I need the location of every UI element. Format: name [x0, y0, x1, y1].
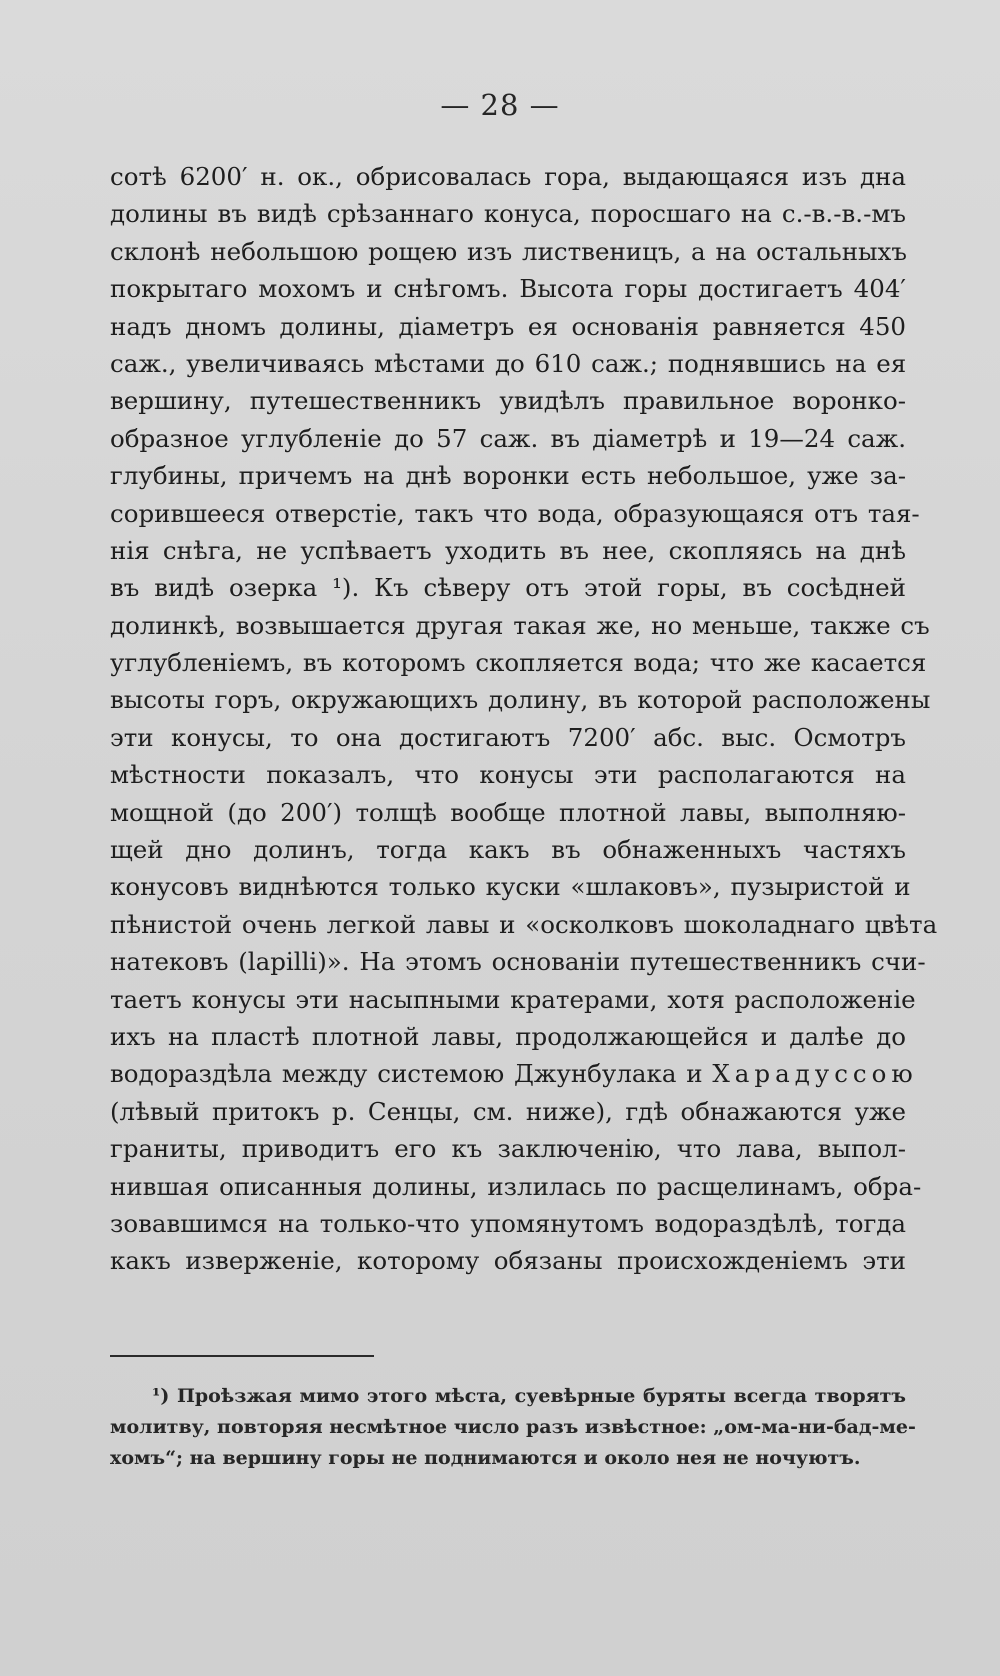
text-line: натековъ (lapilli)». На этомъ основаніи путешественникъ счи-	[110, 947, 926, 977]
text-line-with-spaced-name	[110, 1055, 918, 1092]
text-line: щей дно долинъ, тогда какъ въ обнаженныхъ частяхъ	[110, 835, 906, 865]
text-line: въ видѣ озерка ¹). Къ сѣверу отъ этой горы, въ сосѣдней	[110, 573, 906, 603]
text-line: мощной (до 200′) толщѣ вообще плотной лавы, выполняю-	[110, 797, 906, 827]
text-line: вершину, путешественникъ увидѣлъ правильное воронко-	[110, 386, 906, 416]
text-line: конусовъ виднѣются только куски «шлаковъ», пузыристой и	[110, 872, 911, 902]
text-line: надъ дномъ долины, діаметръ ея основанія равняется 450	[110, 311, 906, 341]
text-line: саж., увеличиваясь мѣстами до 610 саж.; поднявшись на ея	[110, 348, 907, 378]
text-line: зовавшимся на только-что упомянутомъ водораздѣлѣ, тогда	[110, 1208, 906, 1238]
footnote-line: ¹) Проѣзжая мимо этого мѣста, суевѣрные буряты всегда творятъ	[152, 1385, 906, 1407]
footnote-line: молитву, повторяя несмѣтное число разъ извѣстное: „ом-ма-ни-бад-ме-	[110, 1416, 916, 1438]
text-line: склонѣ небольшою рощею изъ лиственицъ, а на остальныхъ	[110, 236, 907, 266]
text-line: эти конусы, то она достигаютъ 7200′ абс. выс. Осмотръ	[110, 722, 906, 752]
text-line: граниты, приводитъ его къ заключенію, что лава, выпол-	[110, 1134, 906, 1164]
text-line: пѣнистой очень легкой лавы и «осколковъ шоколаднаго цвѣта	[110, 909, 938, 939]
text-line: мѣстности показалъ, что конусы эти располагаются на	[110, 760, 906, 790]
text-segment: водораздѣла между системою Джунбулака и	[110, 1059, 703, 1089]
text-line: нія снѣга, не успѣваетъ уходить въ нее, скопляясь на днѣ	[110, 535, 906, 565]
text-line: сорившееся отверстіе, такъ что вода, образующаяся отъ тая-	[110, 498, 920, 528]
text-line: глубины, причемъ на днѣ воронки есть небольшое, уже за-	[110, 461, 906, 491]
text-line: углубленіемъ, въ которомъ скопляется вода; что же касается	[110, 648, 927, 678]
text-line: высоты горъ, окружающихъ долину, въ которой расположены	[110, 685, 931, 715]
text-line: (лѣвый притокъ р. Сенцы, см. ниже), гдѣ обнажаются уже	[110, 1096, 906, 1126]
text-line: нившая описанныя долины, излилась по расщелинамъ, обра-	[110, 1171, 922, 1201]
text-line: долинкѣ, возвышается другая такая же, но меньше, также съ	[110, 610, 930, 640]
text-line: покрытаго мохомъ и снѣгомъ. Высота горы достигаетъ 404′	[110, 274, 906, 304]
text-line: сотѣ 6200′ н. ок., обрисовалась гора, выдающаяся изъ дна	[110, 162, 906, 191]
text-line: ихъ на пластѣ плотной лавы, продолжающейся и далѣе до	[110, 1021, 906, 1051]
body-text	[110, 158, 938, 1280]
page-number: — 28 —	[440, 88, 560, 122]
text-line: какъ изверженіе, которому обязаны происхожденіемъ эти	[110, 1246, 906, 1276]
footnote-separator	[110, 1355, 374, 1357]
footnote	[110, 1381, 916, 1474]
text-line: таетъ конусы эти насыпными кратерами, хотя расположеніе	[110, 984, 916, 1014]
text-line: образное углубленіе до 57 саж. въ діаметрѣ и 19—24 саж.	[110, 423, 906, 453]
footnote-line: хомъ“; на вершину горы не поднимаются и около нея не ночуютъ.	[110, 1447, 861, 1469]
spaced-proper-name: Харадуссою	[712, 1059, 918, 1089]
text-line: долины въ видѣ срѣзаннаго конуса, поросшаго на с.-в.-в.-мъ	[110, 199, 906, 229]
